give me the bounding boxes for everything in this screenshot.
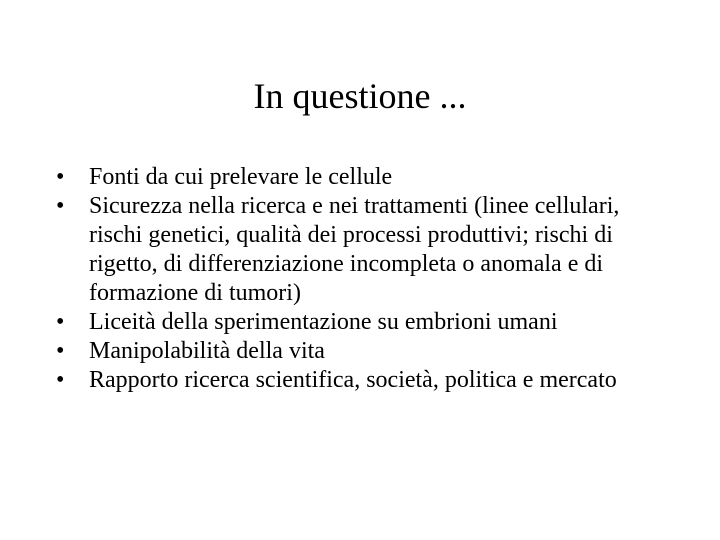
- list-item: [56, 192, 656, 308]
- bullet-text: Sicurezza nella ricerca e nei trattamenti (linee cellulari, rischi genetici, qualità dei processi produttivi; rischi di rigetto, di differenziazione incompleta o anomala e di formazione di tumori): [89, 193, 620, 306]
- bullet-icon: •: [56, 338, 65, 364]
- list-item: [56, 308, 656, 337]
- list-item: [56, 337, 656, 366]
- bullet-icon: •: [56, 367, 65, 393]
- bullet-text: Rapporto ricerca scientifica, società, politica e mercato: [89, 367, 617, 393]
- bullet-icon: •: [56, 309, 65, 335]
- list-item: [56, 366, 656, 395]
- bullet-icon: •: [56, 164, 65, 190]
- bullet-text: Fonti da cui prelevare le cellule: [89, 164, 393, 190]
- bullet-icon: •: [56, 193, 65, 219]
- bullet-text: Liceità della sperimentazione su embrioni umani: [89, 309, 558, 335]
- slide-title: In questione ...: [253, 76, 467, 116]
- bullet-list: [56, 163, 656, 395]
- bullet-text: Manipolabilità della vita: [89, 338, 325, 364]
- list-item: [56, 163, 656, 192]
